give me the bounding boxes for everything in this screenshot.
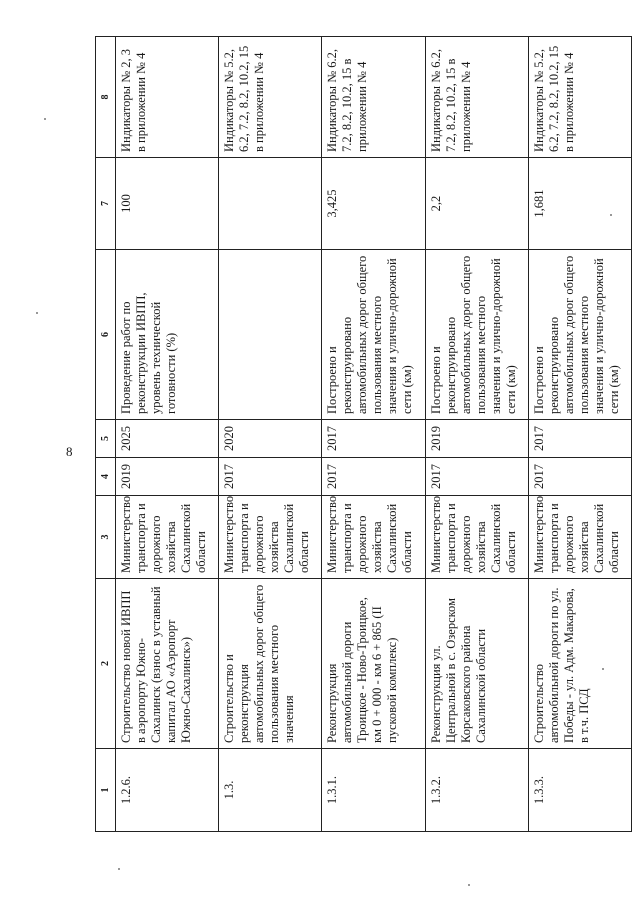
header-cell: 8	[96, 37, 116, 158]
table-row	[322, 37, 425, 832]
table-row	[425, 37, 528, 832]
result-description	[219, 250, 322, 420]
table-row	[219, 37, 322, 832]
result-description: Проведение работ по реконструкции ИВПП, уровень технической готовности (%)	[116, 250, 219, 420]
result-description: Построено и реконструировано автомобильных дорог общего пользования местного значения и улично-дорожной сети (км)	[322, 250, 425, 420]
item-number: 1.2.6.	[116, 749, 219, 832]
scan-speck	[118, 868, 120, 870]
rotated-table-container	[95, 37, 632, 832]
result-description: Построено и реконструировано автомобильных дорог общего пользования местного значения и улично-дорожной сети (км)	[425, 250, 528, 420]
item-name: Реконструкция автомобильной дороги Троицкое - Ново-Троицкое, км 0 + 000 - км 6 + 865 (II пусковой комплекс)	[322, 579, 425, 749]
page-number: 8	[66, 444, 73, 459]
end-year: 2017	[322, 420, 425, 458]
end-year: 2019	[425, 420, 528, 458]
executor: Министерство транспорта и дорожного хозяйства Сахалинской области	[219, 496, 322, 579]
header-row	[96, 37, 116, 832]
result-value: 1,681	[528, 158, 631, 250]
result-description: Построено и реконструировано автомобильных дорог общего пользования местного значения и улично-дорожной сети (км)	[528, 250, 631, 420]
table-row	[528, 37, 631, 832]
header-cell: 1	[96, 749, 116, 832]
item-number: 1.3.1.	[322, 749, 425, 832]
scan-speck	[602, 668, 604, 670]
end-year: 2020	[219, 420, 322, 458]
result-value	[219, 158, 322, 250]
start-year: 2017	[528, 458, 631, 496]
indicators: Индикаторы № 2, 3 в приложении № 4	[116, 37, 219, 158]
item-name: Реконструкция ул. Центральной в с. Озерском Корсаковского района Сахалинской области	[425, 579, 528, 749]
end-year: 2025	[116, 420, 219, 458]
result-value: 2,2	[425, 158, 528, 250]
item-number: 1.3.3.	[528, 749, 631, 832]
scan-speck	[44, 118, 46, 120]
program-table	[95, 36, 632, 832]
result-value: 3,425	[322, 158, 425, 250]
item-name: Строительство и реконструкция автомобильных дорог общего пользования местного значения	[219, 579, 322, 749]
header-cell: 3	[96, 496, 116, 579]
executor: Министерство транспорта и дорожного хозяйства Сахалинской области	[322, 496, 425, 579]
start-year: 2017	[322, 458, 425, 496]
start-year: 2019	[116, 458, 219, 496]
indicators: Индикаторы № 6.2, 7.2, 8.2, 10.2, 15 в приложении № 4	[425, 37, 528, 158]
header-cell: 6	[96, 250, 116, 420]
header-cell: 5	[96, 420, 116, 458]
indicators: Индикаторы № 5.2, 6.2, 7.2, 8.2, 10.2, 15 в приложении № 4	[528, 37, 631, 158]
scan-speck	[468, 884, 470, 886]
item-name: Строительство новой ИВПП в аэропорту Южно-Сахалинск (взнос в уставный капитал АО «Аэропорт Южно-Сахалинск»)	[116, 579, 219, 749]
executor: Министерство транспорта и дорожного хозяйства Сахалинской области	[425, 496, 528, 579]
table-row	[116, 37, 219, 832]
scan-speck	[36, 312, 38, 314]
result-value: 100	[116, 158, 219, 250]
scan-speck	[610, 214, 612, 216]
item-number: 1.3.	[219, 749, 322, 832]
start-year: 2017	[219, 458, 322, 496]
indicators: Индикаторы № 5.2, 6.2, 7.2, 8.2, 10.2, 15 в приложении № 4	[219, 37, 322, 158]
start-year: 2017	[425, 458, 528, 496]
item-name: Строительство автомобильной дороги по ул. Победы - ул. Адм. Макарова, в т.ч. ПСД	[528, 579, 631, 749]
header-cell: 4	[96, 458, 116, 496]
indicators: Индикаторы № 6.2, 7.2, 8.2, 10.2, 15 в приложении № 4	[322, 37, 425, 158]
end-year: 2017	[528, 420, 631, 458]
item-number: 1.3.2.	[425, 749, 528, 832]
header-cell: 7	[96, 158, 116, 250]
header-cell: 2	[96, 579, 116, 749]
executor: Министерство транспорта и дорожного хозяйства Сахалинской области	[528, 496, 631, 579]
executor: Министерство транспорта и дорожного хозяйства Сахалинской области	[116, 496, 219, 579]
